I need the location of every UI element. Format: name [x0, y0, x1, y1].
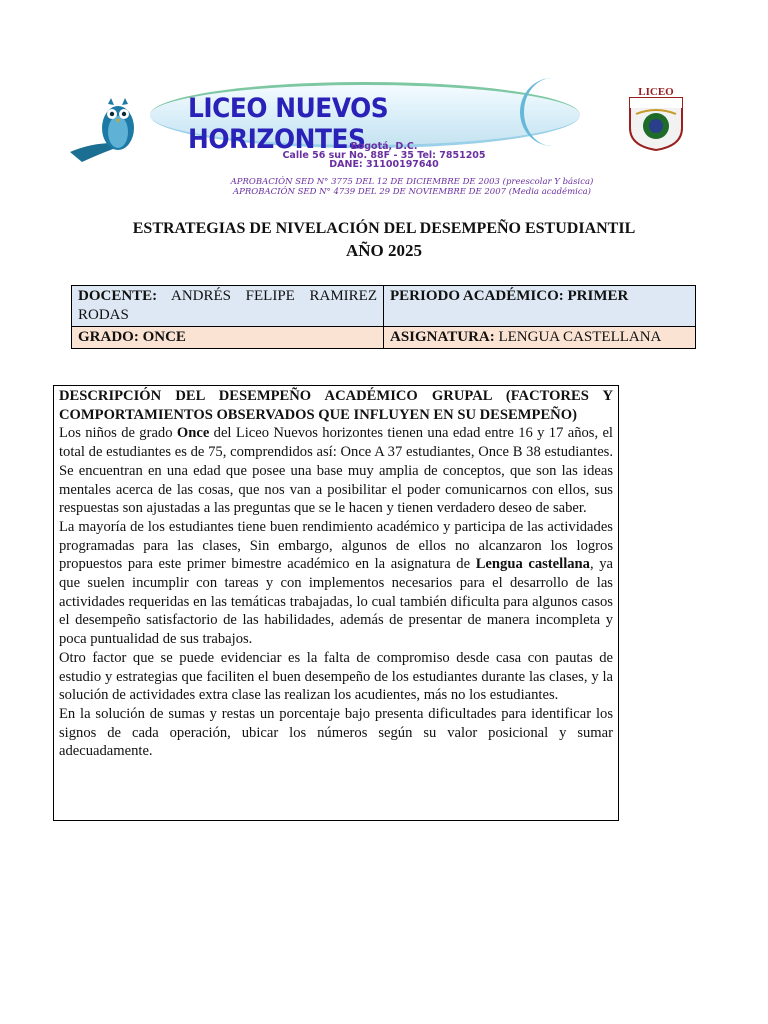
docente-line	[78, 287, 377, 306]
p2-text-b: , ya que suelen incumplir con tareas y con implementos necesarios para el desarrollo de las actividades requeridas en las temáticas trabajadas, lo cual también dificulta para algunos casos el desempeño satisfactorio de las habilidades, además de presentar de manera incompleta y poca puntualidad de sus trabajos.	[59, 556, 613, 648]
asignatura-label: ASIGNATURA:	[390, 329, 495, 345]
description-paragraph-2	[59, 518, 613, 649]
p2-bold: Lengua castellana	[475, 556, 590, 573]
title-year: AÑO 2025	[345, 241, 423, 260]
description-heading: DESCRIPCIÓN DEL DESEMPEÑO ACADÉMICO GRUPAL (FACTORES Y COMPORTAMIENTOS OBSERVADOS QUE INFLUYEN EN SU DESEMPEÑO)	[59, 388, 613, 423]
asignatura-cell	[384, 327, 696, 349]
document-title	[0, 218, 768, 262]
banner-swoosh	[520, 78, 584, 146]
docente-value: ANDRÉS FELIPE RAMIREZ	[171, 288, 377, 304]
city: Bogotá, D.C.	[350, 141, 418, 152]
approval-line-2: APROBACIÓN SED N° 4739 DEL 29 DE NOVIEMBRE DE 2007 (Media académica)	[233, 187, 591, 197]
p2-text-a: La mayoría de los estudiantes tiene buen rendimiento académico y participa de las actividades programadas para las clases, Sin embargo, algunos de ellos no alcanzaron los logros propuestos para este primer bimestre académico en la asignatura de	[59, 518, 613, 573]
title-line-1: ESTRATEGIAS DE NIVELACIÓN DEL DESEMPEÑO ESTUDIANTIL	[132, 220, 636, 237]
docente-label: DOCENTE:	[78, 288, 158, 304]
letterhead	[0, 0, 768, 210]
address: Calle 56 sur No. 88F - 35 Tel: 7851205	[282, 150, 486, 161]
grado-cell	[72, 327, 384, 349]
grado-label: GRADO:	[78, 329, 139, 345]
approval-line-1: APROBACIÓN SED N° 3775 DEL 12 DE DICIEMBRE DE 2003 (preescolar Y básica)	[230, 177, 594, 187]
description-paragraph-3: Otro factor que se puede evidenciar es la falta de compromiso desde casa con pautas de estudio y estrategias que faciliten el buen desempeño de los estudiantes durante las clases, y la solución de actividades extra clase las realizan los acudientes, más no los estudiantes.	[59, 649, 613, 704]
p1-text-b: del Liceo Nuevos horizontes tienen una edad entre 16 y 17 años, el total de estudiantes es de 75, comprendidos así: Once A 37 estudiantes, Once B 38 estudiantes. Se encuentran en una edad que posee una base muy amplia de conceptos, que son las ideas mentales acerca de las cosas, que nos van a posibilitar el poder comunicarnos con ellos, sus respuestas son ajustadas a las preguntas que se le hacen y tienen verdadero deseo de saber.	[59, 425, 613, 517]
dane-code: DANE: 31100197640	[329, 159, 439, 170]
docente-cell	[72, 286, 384, 327]
p1-bold: Once	[176, 425, 210, 442]
grado-value: ONCE	[142, 329, 186, 345]
p1-text-a: Los niños de grado	[59, 425, 177, 442]
periodo-label: PERIODO ACADÉMICO: PRIMER	[390, 288, 629, 304]
asignatura-value: LENGUA CASTELLANA	[498, 329, 662, 345]
docente-value-2: RODAS	[78, 307, 129, 323]
school-name: LICEO NUEVOS HORIZONTES	[188, 93, 389, 155]
description-paragraph-4: En la solución de sumas y restas un porcentaje bajo presenta dificultades para identificar los signos de cada operación, ubicar los números según su valor posicional y sumar adecuadamente.	[59, 705, 613, 760]
description-box	[53, 385, 619, 821]
periodo-cell	[384, 286, 696, 327]
description-paragraph-1	[59, 424, 613, 518]
crest-label: LICEO	[638, 86, 674, 98]
info-table	[71, 285, 696, 349]
